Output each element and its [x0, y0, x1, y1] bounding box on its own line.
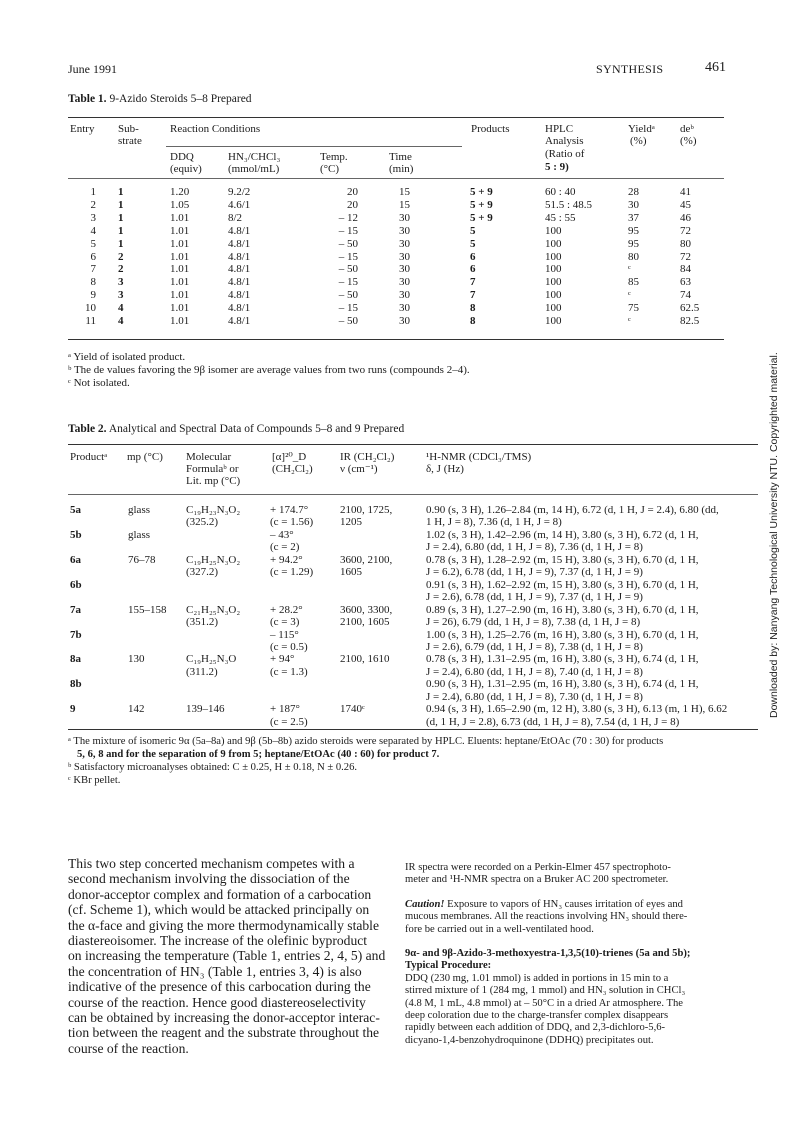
t2-head-alpha2: (CH₂Cl₂) [272, 463, 313, 475]
table1-cell-de: 80 [680, 237, 691, 250]
body-left-line: diastereoisomer. The increase of the olefinic byproduct [68, 933, 368, 949]
caution-line-1: Exposure to vapors of HN₃ causes irritation of eyes and [444, 898, 683, 910]
table1-cell-ddq: 1.01 [170, 263, 190, 276]
table1-cell-prod: 6 [470, 263, 476, 276]
table1-cell-hn3: 4.8/1 [228, 315, 251, 327]
procedure-line-3: (4.8 M, 1 mL, 4.8 mmol) at – 50°C in a dried Ar atmosphere. The [405, 997, 683, 1009]
instrument-paragraph [405, 862, 730, 887]
table1-cell-temp: – 50 [338, 263, 358, 276]
table1-cell-yield: 95 [628, 237, 639, 250]
table1-cell-hplc: 100 [545, 263, 562, 276]
t1-head-entry: Entry [70, 123, 95, 135]
table2-cell-mp: 76–78 [128, 553, 156, 566]
table1-cell-ddq: 1.01 [170, 302, 190, 315]
table1-cell-yield: 37 [628, 211, 639, 224]
table1-cell-temp: – 12 [338, 211, 358, 224]
table2-cell-nmr: 0.90 (s, 3 H), 1.31–2.95 (m, 16 H), 3.80 (s, 3 H), 6.74 (d, 1 H, [426, 678, 699, 691]
table1-cell-hn3: 4.8/1 [228, 250, 251, 263]
table2-cell-nmr: 1.02 (s, 3 H), 1.42–2.96 (m, 14 H), 3.80 (s, 3 H), 6.72 (d, 1 H, [426, 528, 699, 541]
download-notice: Downloaded by: Nanyang Technological University NTU. Copyrighted material. [768, 352, 780, 718]
table1-cell-hplc: 100 [545, 302, 562, 315]
table1-cell-time: 30 [399, 250, 410, 263]
table1-top-rule [68, 117, 724, 118]
table2-cell-nmr: J = 2.6), 6.79 (dd, 1 H, J = 8), 7.38 (d, 1 H, J = 8) [426, 640, 643, 653]
table1-cell-hn3: 9.2/2 [228, 186, 251, 198]
table1-cell-hn3: 4.6/1 [228, 198, 251, 211]
table2-cell-alpha: (c = 1.56) [270, 516, 314, 529]
table1-cell-time: 30 [399, 302, 410, 315]
table2-cell-nmr: 1.00 (s, 3 H), 1.25–2.76 (m, 16 H), 3.80 (s, 3 H), 6.70 (d, 1 H, [426, 628, 699, 641]
table1-cell-sub: 4 [118, 302, 124, 315]
table1-cell-temp: – 50 [338, 289, 358, 302]
table1-cell-entry: 7 [90, 263, 96, 276]
table1-cell-de: 46 [680, 211, 691, 224]
table1-cell-sub: 4 [118, 315, 124, 327]
table2-cell-alpha: + 187° [270, 703, 300, 716]
table1-cell-temp: – 15 [338, 276, 358, 289]
table2-cell-mp: glass [128, 504, 150, 516]
table1-footnote-a: ᵃ Yield of isolated product. [68, 351, 186, 363]
table2-cell-alpha: – 115° [270, 628, 299, 641]
table1-cell-de: 84 [680, 263, 691, 276]
table1-cell-ddq: 1.01 [170, 211, 190, 224]
table1-cell-prod: 7 [470, 289, 476, 302]
t2-head-nmr1: ¹H-NMR (CDCl₃/TMS) [426, 451, 532, 463]
procedure-line-6: dicyano-1,4-benzohydroquinone (DDHQ) precipitates out. [405, 1034, 654, 1046]
table1-cell-sub: 1 [118, 211, 124, 224]
table1-cell-prod: 5 [470, 237, 476, 250]
t1-head-time1: Time [389, 151, 412, 163]
table2-cell-nmr: J = 2.4), 6.80 (dd, 1 H, J = 8), 7.30 (d, 1 H, J = 8) [426, 690, 643, 703]
table1-cell-time: 30 [399, 211, 410, 224]
table2-cell-mf: (351.2) [186, 616, 219, 629]
table1-cell-prod: 5 + 9 [470, 186, 493, 198]
t2-head-ir2: ν (cm⁻¹) [340, 463, 378, 475]
table1-cell-ddq: 1.01 [170, 237, 190, 250]
table1-cell-sub: 3 [118, 276, 124, 289]
table1-cell-time: 30 [399, 263, 410, 276]
procedure-heading-2: Typical Procedure: [405, 960, 492, 972]
table2-cell-nmr: 0.89 (s, 3 H), 1.27–2.90 (m, 16 H), 3.80 (s, 3 H), 6.70 (d, 1 H, [426, 603, 699, 616]
table2-cell-alpha: + 174.7° [270, 504, 309, 516]
table2-cell-mf: (325.2) [186, 516, 219, 529]
table1-cell-temp: 20 [347, 186, 358, 198]
t1-head-yield2: (%) [630, 135, 647, 147]
table1-cell-hn3: 4.8/1 [228, 276, 251, 289]
table1-cell-de: 41 [680, 186, 691, 198]
t2-head-product: Productᵃ [70, 451, 108, 463]
table2-cell-mf: C₁₉H₂₅N₃O [186, 653, 237, 666]
table1-cell-temp: – 50 [338, 315, 358, 327]
table1-cell-yield: 30 [628, 198, 639, 211]
table1-cell-hplc: 51.5 : 48.5 [545, 198, 593, 211]
table1-cell-ddq: 1.05 [170, 198, 190, 211]
body-left-line: second mechanism involving the dissociation of the [68, 871, 350, 887]
table1-bottom-rule [68, 339, 724, 340]
table1-cell-prod: 7 [470, 276, 476, 289]
t1-head-hplc4: 5 : 9) [545, 161, 569, 173]
table1-cell-hn3: 4.8/1 [228, 224, 251, 237]
body-left-line: the concentration of HN₃ (Table 1, entries 3, 4) is also [68, 963, 362, 979]
body-left-line: donor-acceptor complex and formation of a carbocation [68, 886, 372, 902]
table2-cell-ir: 1740ᶜ [340, 703, 365, 716]
table1-cell-sub: 1 [118, 186, 124, 198]
table1-cell-time: 15 [399, 186, 410, 198]
table2-top-rule [68, 444, 758, 445]
table2-caption-label: Table 2. [68, 423, 107, 435]
t2-head-alpha1: [α]²⁰_D [272, 451, 307, 463]
table1-cell-hplc: 100 [545, 289, 562, 302]
table1-cell-prod: 5 + 9 [470, 211, 493, 224]
table1-cell-sub: 1 [118, 224, 124, 237]
table1-cell-entry: 4 [90, 224, 96, 237]
table2-cell-alpha: – 43° [270, 528, 294, 541]
table2-cell-nmr: J = 2.6), 6.78 (dd, 1 H, J = 9), 7.37 (d, 1 H, J = 9) [426, 591, 643, 604]
table1-cell-time: 30 [399, 276, 410, 289]
table2-cell-alpha: (c = 1.29) [270, 566, 314, 579]
table1-cell-yield: 75 [628, 302, 639, 315]
table1-cell-yield: 80 [628, 250, 639, 263]
table2-footnote-a2: 5, 6, 8 and for the separation of 9 from 5; heptane/EtOAc (40 : 60) for product 7. [77, 749, 440, 760]
table1-cell-hn3: 4.8/1 [228, 289, 251, 302]
table2-bottom-rule [68, 729, 758, 730]
table1-header-rule [68, 178, 724, 179]
table1-cell-de: 45 [680, 198, 691, 211]
t2-head-mp: mp (°C) [127, 451, 163, 463]
t2-head-ir1: IR (CH₂Cl₂) [340, 451, 395, 463]
body-left-line: course of the reaction. Hence good diastereoselectivity [68, 994, 366, 1010]
body-left-line: on increasing the temperature (Table 1, entries 2, 4, 5) and [68, 948, 386, 964]
table2-cell-prod: 6a [70, 553, 81, 566]
table2-cell-prod: 5b [70, 528, 82, 541]
caution-line-2: mucous membranes. All the reactions involving HN₃ should there- [405, 911, 688, 923]
table1-cell-temp: 20 [347, 198, 358, 211]
table2-cell-mf: C₂₁H₂₅N₃O₂ [186, 603, 241, 616]
table2-cell-alpha: (c = 2) [270, 541, 300, 554]
table2-cell-prod: 9 [70, 703, 76, 716]
table1-cell-time: 15 [399, 198, 410, 211]
procedure-paragraph [405, 973, 730, 1047]
body-left-line: the α-face and giving the more thermodynamically stable [68, 917, 379, 933]
table2-cell-mp: glass [128, 528, 150, 541]
body-left-line: course of the reaction. [68, 1040, 189, 1056]
table2-cell-mf: C₁₉H₂₅N₃O₂ [186, 553, 241, 566]
body-left-line: indicative of the presence of this carbocation during the [68, 979, 371, 995]
table2-cell-nmr: J = 2.4), 6.80 (dd, 1 H, J = 8), 7.40 (d, 1 H, J = 8) [426, 665, 643, 678]
table2-cell-ir: 3600, 2100, [340, 553, 393, 566]
table2-cell-prod: 8a [70, 653, 81, 666]
instrument-line-1: IR spectra were recorded on a Perkin-Elmer 457 spectrophoto- [405, 862, 671, 873]
table1-cell-ddq: 1.20 [170, 186, 190, 198]
table1-cell-time: 30 [399, 289, 410, 302]
table2-caption [68, 423, 404, 435]
table1-cell-prod: 5 [470, 224, 476, 237]
t2-head-nmr2: δ, J (Hz) [426, 463, 464, 475]
table1-cell-hn3: 8/2 [228, 211, 243, 224]
t1-head-ddq2: (equiv) [170, 163, 202, 175]
table2-cell-alpha: (c = 0.5) [270, 640, 308, 653]
t1-head-sub1: Sub- [118, 123, 139, 135]
procedure-heading [405, 948, 730, 973]
table1-cell-prod: 5 + 9 [470, 198, 493, 211]
table2-cell-nmr: 1 H, J = 8), 7.36 (d, 1 H, J = 8) [426, 516, 562, 529]
table1-cell-de: 63 [680, 276, 691, 289]
t1-head-hn31: HN₃/CHCl₃ [228, 151, 281, 163]
table1-cell-entry: 6 [90, 250, 96, 263]
table2-cell-alpha: + 94.2° [270, 553, 303, 566]
table1-cell-de: 72 [680, 224, 691, 237]
table1-cell-hplc: 100 [545, 237, 562, 250]
table1-cell-entry: 8 [90, 276, 96, 289]
table1-cell-prod: 8 [470, 315, 476, 327]
t1-head-hplc3: (Ratio of [545, 148, 585, 160]
table1-conditions-rule [166, 146, 462, 147]
table1-footnote-c: ᶜ Not isolated. [68, 377, 130, 389]
table1-cell-hplc: 45 : 55 [545, 211, 576, 224]
table1-cell-time: 30 [399, 224, 410, 237]
table1-cell-temp: – 15 [338, 224, 358, 237]
instrument-line-2: meter and ¹H-NMR spectra on a Bruker AC 200 spectrometer. [405, 874, 669, 886]
table1-cell-ddq: 1.01 [170, 224, 190, 237]
table1-cell-yield: 28 [628, 186, 639, 198]
header-page-number: 461 [705, 60, 726, 75]
procedure-line-1: DDQ (230 mg, 1.01 mmol) is added in portions in 15 min to a [405, 972, 669, 984]
header-journal: SYNTHESIS [596, 62, 664, 76]
table2-footnote-a1: ᵃ The mixture of isomeric 9α (5a–8a) and 9β (5b–8b) azido steroids were separated by HPLC. Eluents: heptane/EtOAc (70 : 30) for products [68, 736, 664, 747]
table1-cell-hplc: 100 [545, 250, 562, 263]
t1-head-hplc2: Analysis [545, 135, 584, 147]
t2-head-mf3: Lit. mp (°C) [186, 475, 241, 487]
body-left-line: can be obtained by increasing the donor-acceptor interac- [68, 1010, 380, 1026]
procedure-heading-1: 9α- and 9β-Azido-3-methoxyestra-1,3,5(10)-trienes (5a and 5b); [405, 948, 691, 960]
table1-cell-time: 30 [399, 315, 410, 327]
table1-cell-hn3: 4.8/1 [228, 263, 251, 276]
table2-cell-mf: (327.2) [186, 566, 219, 579]
table1-cell-de: 62.5 [680, 302, 700, 315]
table1-cell-de: 72 [680, 250, 691, 263]
table1-cell-yield: ᶜ [628, 315, 631, 327]
t1-head-time2: (min) [389, 163, 414, 175]
table1-cell-prod: 6 [470, 250, 476, 263]
table2-cell-prod: 7b [70, 628, 82, 641]
table2-caption-text: Analytical and Spectral Data of Compounds 5–8 and 9 Prepared [108, 423, 405, 435]
procedure-line-2: stirred mixture of 1 (284 mg, 1 mmol) and HN₃ solution in CHCl₃ [405, 985, 686, 997]
procedure-line-4: deep coloration due to the charge-transfer complex disappears [405, 1010, 669, 1022]
table1-cell-prod: 8 [470, 302, 476, 315]
table2-footnote-b: ᵇ Satisfactory microanalyses obtained: C ± 0.25, H ± 0.18, N ± 0.26. [68, 762, 358, 773]
table1-cell-yield: 85 [628, 276, 639, 289]
table1-cell-sub: 3 [118, 289, 124, 302]
procedure-line-5: rapidly between each addition of DDQ, and 2,3-dichloro-5,6- [405, 1022, 666, 1034]
table1-caption [68, 93, 252, 105]
table1-cell-hplc: 100 [545, 315, 562, 327]
table2-cell-ir: 2100, 1725, [340, 504, 393, 516]
table2-cell-nmr: 0.90 (s, 3 H), 1.26–2.84 (m, 14 H), 6.72 (d, 1 H, J = 2.4), 6.80 (dd, [426, 504, 719, 516]
table1-cell-time: 30 [399, 237, 410, 250]
body-left-line: (cf. Scheme 1), which would be attacked principally on [68, 902, 370, 918]
table2-cell-ir: 2100, 1610 [340, 653, 390, 666]
t1-head-sub2: strate [118, 135, 142, 147]
table1-cell-temp: – 15 [338, 302, 358, 315]
table2-cell-mp: 130 [128, 653, 145, 666]
table2-header-rule [68, 494, 758, 495]
table1-cell-hplc: 100 [545, 224, 562, 237]
table1-cell-hplc: 100 [545, 276, 562, 289]
table1-cell-ddq: 1.01 [170, 315, 190, 327]
table1-cell-hn3: 4.8/1 [228, 302, 251, 315]
table2-cell-prod: 8b [70, 678, 82, 691]
table2-cell-prod: 7a [70, 603, 81, 616]
table1-cell-hplc: 60 : 40 [545, 186, 576, 198]
table1-cell-entry: 5 [90, 237, 96, 250]
table1-cell-sub: 1 [118, 198, 124, 211]
table1-cell-temp: – 15 [338, 250, 358, 263]
caution-paragraph [405, 899, 730, 936]
table1-cell-temp: – 50 [338, 237, 358, 250]
t2-head-mf1: Molecular [186, 451, 232, 463]
table1-cell-ddq: 1.01 [170, 289, 190, 302]
table1-cell-de: 82.5 [680, 315, 700, 327]
table1-cell-sub: 2 [118, 250, 124, 263]
body-right-column [405, 862, 730, 1047]
table2-cell-nmr: 0.78 (s, 3 H), 1.31–2.95 (m, 16 H), 3.80 (s, 3 H), 6.74 (d, 1 H, [426, 653, 699, 666]
t1-head-hn32: (mmol/mL) [228, 163, 280, 175]
table1-caption-label: Table 1. [68, 93, 107, 105]
table2-cell-nmr: 0.91 (s, 3 H), 1.62–2.92 (m, 15 H), 3.80 (s, 3 H), 6.70 (d, 1 H, [426, 578, 699, 591]
table2-cell-alpha: (c = 1.3) [270, 665, 308, 678]
table1-cell-entry: 10 [85, 302, 96, 315]
table2-cell-mp: 142 [128, 703, 145, 716]
table1-cell-entry: 2 [90, 198, 96, 211]
table2-cell-nmr: 0.94 (s, 3 H), 1.65–2.90 (m, 12 H), 3.80 (s, 3 H), 6.13 (m, 1 H), 6.62 [426, 703, 728, 716]
table2-cell-mf: C₁₉H₂₃N₃O₂ [186, 504, 241, 516]
table1-cell-entry: 1 [90, 186, 96, 198]
table1-footnote-b: ᵇ The de values favoring the 9β isomer are average values from two runs (compounds 2–4). [68, 364, 470, 376]
table2-cell-nmr: J = 6.2), 6.78 (dd, 1 H, J = 9), 7.37 (d, 1 H, J = 9) [426, 566, 643, 579]
header-date: June 1991 [68, 62, 117, 76]
table1-cell-ddq: 1.01 [170, 250, 190, 263]
table1-cell-hn3: 4.8/1 [228, 237, 251, 250]
t1-head-ddq1: DDQ [170, 151, 194, 163]
table2-cell-prod: 5a [70, 504, 81, 516]
table2-cell-mp: 155–158 [128, 603, 167, 616]
table2-cell-alpha: + 94° [270, 653, 295, 666]
t1-head-products: Products [471, 123, 510, 135]
table1-cell-sub: 2 [118, 263, 124, 276]
table2-cell-ir: 1205 [340, 516, 362, 529]
body-left-line: This two step concerted mechanism competes with a [68, 856, 355, 871]
table2-cell-alpha: (c = 2.5) [270, 715, 308, 728]
table2-cell-nmr: (d, 1 H, J = 2.8), 6.73 (dd, 1 H, J = 8), 7.54 (d, 1 H, J = 8) [426, 715, 680, 728]
table2-cell-mf: (311.2) [186, 665, 218, 678]
table1-caption-text: 9-Azido Steroids 5–8 Prepared [109, 93, 252, 105]
body-left-column [68, 856, 386, 1056]
table2-cell-ir: 2100, 1605 [340, 616, 390, 629]
table1-cell-entry: 11 [85, 315, 96, 327]
table1-cell-yield: 95 [628, 224, 639, 237]
t1-head-temp2: (°C) [320, 163, 340, 175]
table1-cell-yield: ᶜ [628, 263, 631, 276]
table2-cell-ir: 1605 [340, 566, 362, 579]
table2-cell-prod: 6b [70, 578, 82, 591]
table1-cell-de: 74 [680, 289, 691, 302]
table2-cell-nmr: J = 26), 6.79 (dd, 1 H, J = 8), 7.38 (d, 1 H, J = 8) [426, 616, 641, 629]
table2-cell-mf: 139–146 [186, 703, 225, 716]
table1-cell-entry: 9 [90, 289, 96, 302]
t1-head-hplc1: HPLC [545, 123, 574, 135]
table1-cell-ddq: 1.01 [170, 276, 190, 289]
table2-cell-ir: 3600, 3300, [340, 603, 393, 616]
t1-head-yield1: Yieldᵃ [628, 123, 655, 135]
t1-head-reaction: Reaction Conditions [170, 123, 261, 135]
t1-head-de2: (%) [680, 135, 697, 147]
t1-head-temp1: Temp. [320, 151, 348, 163]
t1-head-de1: deᵇ [680, 123, 694, 135]
table2-cell-alpha: + 28.2° [270, 603, 303, 616]
table2-cell-nmr: J = 2.4), 6.80 (dd, 1 H, J = 8), 7.36 (d, 1 H, J = 8) [426, 541, 643, 554]
caution-line-3: fore be carried out in a well-ventilated hood. [405, 923, 594, 935]
table1-cell-sub: 1 [118, 237, 124, 250]
table2-cell-alpha: (c = 3) [270, 616, 300, 629]
table2-cell-nmr: 0.78 (s, 3 H), 1.28–2.92 (m, 15 H), 3.80 (s, 3 H), 6.70 (d, 1 H, [426, 553, 699, 566]
t2-head-mf2: Formulaᵇ or [186, 463, 239, 475]
body-left-line: tion between the reagent and the substrate throughout the [68, 1025, 380, 1041]
table2-footnote-c: ᶜ KBr pellet. [68, 775, 121, 786]
table1-cell-yield: ᶜ [628, 289, 631, 302]
caution-label: Caution! [405, 898, 445, 910]
table1-cell-entry: 3 [90, 211, 96, 224]
